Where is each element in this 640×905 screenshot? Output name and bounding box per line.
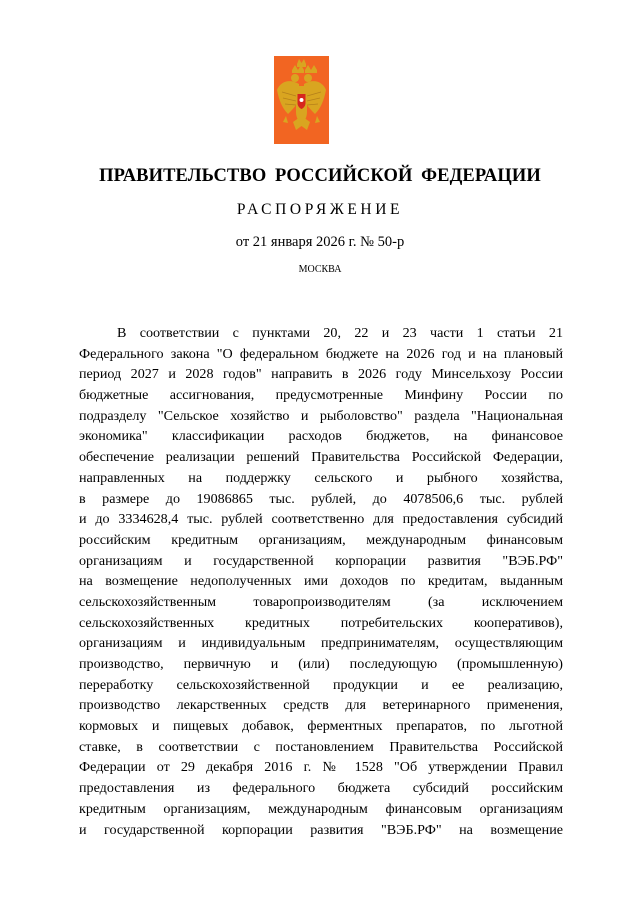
document-city: МОСКВА — [298, 264, 342, 275]
body-line: производство, первичную и (или) последующую (промышленную) — [79, 656, 563, 672]
body-line: кормовых и пищевых добавок, ферментных препаратов, по льготной — [79, 718, 563, 735]
body-line: Федерального закона "О федеральном бюджете на 2026 год и на плановый — [79, 345, 563, 362]
body-line: организациям и государственной корпорации развития "ВЭБ.РФ" — [79, 552, 563, 569]
body-line: кредитным организациям, международным финансовым организациям — [79, 800, 563, 817]
document-date: от 21 января 2026 г. № 50-р — [235, 234, 405, 250]
body-line: обеспечение реализации решений Правительства Российской Федерации, — [79, 449, 563, 466]
body-line: В соответствии с пунктами 20, 22 и 23 части 1 статьи 21 — [117, 325, 563, 341]
body-line: предоставления из федерального бюджета субсидий российским — [79, 780, 563, 797]
body-line: Федерации от 29 декабря 2016 г. № 1528 "Об утверждении Правил — [79, 759, 563, 776]
body-line: переработку сельскохозяйственной продукции и ее реализацию, — [79, 676, 563, 693]
body-line: на возмещение недополученных ими доходов по кредитам, выданным — [79, 573, 563, 590]
body-line: в размере до 19086865 тыс. рублей, до 4078506,6 тыс. рублей — [79, 490, 563, 507]
body-line: российским кредитным организациям, международным финансовым — [79, 531, 563, 548]
russian-coat-of-arms-icon — [274, 56, 329, 144]
document-type: РАСПОРЯЖЕНИЕ — [236, 201, 404, 218]
body-line: период 2027 и 2028 годов" направить в 2026 году Минсельхозу России — [79, 366, 563, 383]
body-line: экономика" классификации расходов бюджетов, на финансовое — [79, 428, 563, 445]
body-line: производство лекарственных средств для ветеринарного применения, — [79, 697, 563, 714]
document-body — [79, 323, 563, 840]
body-line: ставке, в соответствии с постановлением Правительства Российской — [79, 738, 563, 755]
government-title: ПРАВИТЕЛЬСТВО РОССИЙСКОЙ ФЕДЕРАЦИИ — [99, 166, 541, 186]
body-line: и до 3334628,4 тыс. рублей соответственно для предоставления субсидий — [79, 511, 563, 528]
body-line: сельскохозяйственным товаропроизводителям (за исключением — [79, 593, 563, 610]
body-line: организациям и индивидуальным предпринимателям, осуществляющим — [79, 635, 563, 652]
emblem — [274, 56, 329, 144]
body-line: бюджетные ассигнования, предусмотренные Минфину России по — [79, 387, 563, 404]
body-line: направленных на поддержку сельского и рыбного хозяйства, — [79, 469, 563, 486]
body-line: сельскохозяйственных кредитных потребительских кооперативов), — [79, 614, 563, 631]
body-line: и государственной корпорации развития "ВЭБ.РФ" на возмещение — [79, 821, 563, 838]
body-line: подразделу "Сельское хозяйство и рыболовство" раздела "Национальная — [79, 407, 563, 424]
